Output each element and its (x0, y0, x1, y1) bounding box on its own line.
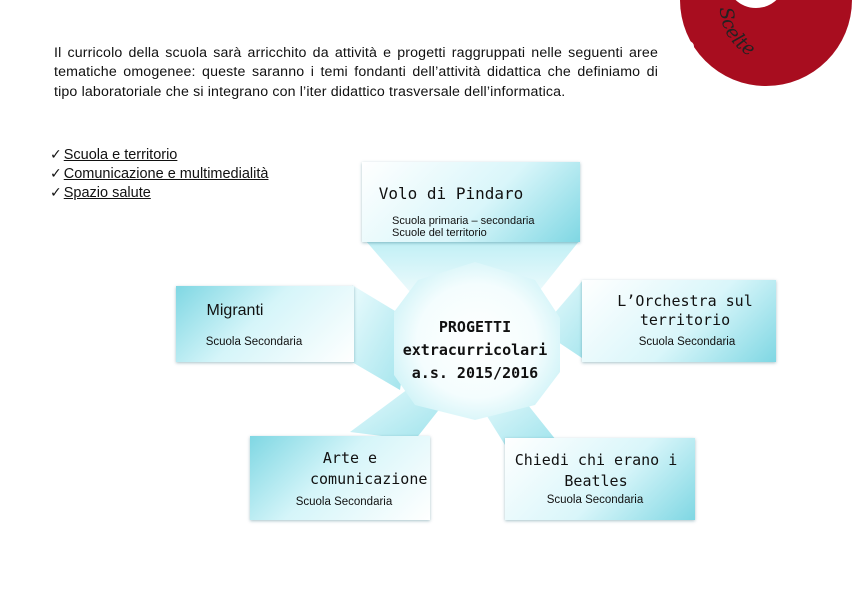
topic-label: Comunicazione e multimedialità (63, 166, 269, 182)
project-arte-e-comunicazione (250, 436, 430, 520)
project-title: L’Orchestra sul territorio (617, 292, 753, 329)
project-subtitle: Scuola Secondaria (295, 496, 393, 508)
project-chiedi-chi-erano-i-beatles (505, 438, 695, 520)
project-subtitle: Scuola Secondaria (546, 494, 644, 506)
project-migranti (176, 286, 354, 362)
topic-label: Scuola e territorio (63, 147, 178, 163)
badge-line1: Scelte (714, 5, 760, 61)
center-label (395, 316, 555, 385)
center-line: PROGETTI (438, 318, 512, 336)
project-subtitle: Scuola Secondaria (638, 336, 736, 348)
badge-line2: organizzativo-gestiona (678, 39, 841, 133)
project-orchestra (582, 280, 776, 362)
project-sub-line: Scuola primaria – secondaria (392, 215, 535, 227)
project-title: Arte e comunicazione (310, 449, 428, 488)
check-icon: ✓ (50, 147, 62, 163)
topic-label: Spazio salute (63, 185, 151, 201)
center-line: extracurricolari (402, 341, 548, 359)
project-title: Volo di Pindaro (378, 184, 524, 203)
project-volo-di-pindaro (362, 162, 580, 242)
center-line: a.s. 2015/2016 (411, 364, 539, 382)
check-icon: ✓ (50, 166, 62, 182)
project-subtitle (362, 215, 580, 239)
check-icon: ✓ (50, 185, 62, 201)
project-subtitle: Scuola Secondaria (205, 336, 303, 348)
project-sub-line: Scuole del territorio (392, 227, 487, 239)
project-title: Chiedi chi erano i Beatles (514, 451, 678, 490)
intro-paragraph: Il curricolo della scuola sarà arricchito da attività e progetti raggruppati nelle seguenti aree tematiche omogenee: queste saranno i temi fondanti dell’attività didattica che definiamo di tipo laboratoriale che si integrano con l’iter didattico trasversale dell’informatica. (54, 45, 658, 100)
project-title: Migranti (206, 302, 264, 319)
